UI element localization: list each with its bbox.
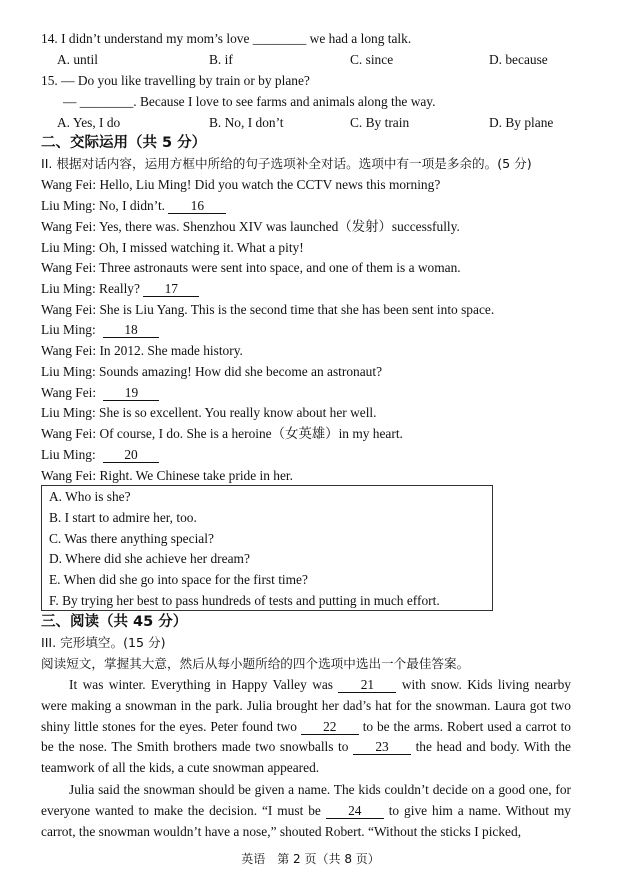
section-2-instruction: II. 根据对话内容，运用方框中所给的句子选项补全对话。选项中有一项是多余的。(5 分) [41,156,532,171]
question-14-stem: 14. I didn’t understand my mom’s love ________ we had a long talk. [41,31,412,46]
dialogue-line-6: Liu Ming: Really? 17 [41,281,199,297]
blank-18[interactable]: 18 [103,323,159,338]
q14-option-b: B. if [209,52,233,67]
blank-16[interactable]: 16 [168,199,226,214]
dialogue-line-4: Liu Ming: Oh, I missed watching it. What a pity! [41,240,304,255]
blank-19[interactable]: 19 [103,386,159,401]
q15-option-c: C. By train [350,115,410,130]
dialogue-line-15: Wang Fei: Right. We Chinese take pride in her. [41,468,293,483]
section-3-heading: 三、阅读（共 45 分） [41,614,188,630]
dialogue-line-11: Wang Fei: 19 [41,385,159,401]
dialogue-line-1: Wang Fei: Hello, Liu Ming! Did you watch the CCTV news this morning? [41,177,441,192]
section-2-heading: 二、交际运用（共 5 分） [41,135,207,151]
page-footer: 英语 第 2 页（共 8 页） [241,852,380,866]
question-15-answer-line: — ________. Because I love to see farms and animals along the way. [63,94,436,109]
dialogue-line-13: Wang Fei: Of course, I do. She is a heroine（女英雄）in my heart. [41,426,403,441]
blank-24[interactable]: 24 [326,804,384,819]
passage-paragraph-1: It was winter. Everything in Happy Valley was 21 with snow. Kids living nearby were making a snowman in the park. Julia brought her dad’s hat for the snowman. Laura got two shiny little stones for the eyes. Peter found two 22 to be the arms. Robert used a carrot to be the nose. The Smith brothers made two snowballs to 23 the head and body. With the teamwork of all the kids, a cute snowman appeared. [41,677,571,776]
dialogue-line-5: Wang Fei: Three astronauts were sent into space, and one of them is a woman. [41,260,461,275]
q14-option-c: C. since [350,52,394,67]
choice-a: A. Who is she? [49,489,131,504]
choices-box [41,485,493,611]
choice-e: E. When did she go into space for the first time? [49,572,308,587]
choice-c: C. Was there anything special? [49,531,214,546]
q14-option-a: A. until [57,52,98,67]
choice-f: F. By trying her best to pass hundreds of tests and putting in much effort. [49,593,440,608]
section-3-instruction: 阅读短文，掌握其大意，然后从每小题所给的四个选项中选出一个最佳答案。 [41,656,470,671]
passage-paragraph-2: Julia said the snowman should be given a name. The kids couldn’t decide on a good one, for everyone wanted to make the decision. “I must be 24 to give him a name. Without my carrot, the snowman wouldn’t have a nose,” shouted Robert. “Without the sticks I picked, [41,782,571,839]
choice-d: D. Where did she achieve her dream? [49,551,250,566]
dialogue-line-9: Wang Fei: In 2012. She made history. [41,343,243,358]
blank-23[interactable]: 23 [353,740,411,755]
blank-20[interactable]: 20 [103,448,159,463]
blank-22[interactable]: 22 [301,720,359,735]
dialogue-line-8: Liu Ming: 18 [41,322,159,338]
q15-option-a: A. Yes, I do [57,115,121,130]
dialogue-line-12: Liu Ming: She is so excellent. You really know about her well. [41,405,377,420]
dialogue-line-10: Liu Ming: Sounds amazing! How did she become an astronaut? [41,364,383,379]
dialogue-line-7: Wang Fei: She is Liu Yang. This is the second time that she has been sent into space. [41,302,495,317]
dialogue-line-14: Liu Ming: 20 [41,447,159,463]
dialogue-line-2: Liu Ming: No, I didn’t. 16 [41,198,226,214]
q15-option-b: B. No, I don’t [209,115,284,130]
blank-17[interactable]: 17 [143,282,199,297]
blank-21[interactable]: 21 [338,678,396,693]
choice-b: B. I start to admire her, too. [49,510,197,525]
question-15-stem: 15. — Do you like travelling by train or by plane? [41,73,310,88]
section-3-subheading: III. 完形填空。(15 分) [41,635,166,650]
dialogue-line-3: Wang Fei: Yes, there was. Shenzhou XIV was launched（发射）successfully. [41,219,460,234]
q15-option-d: D. By plane [489,115,554,130]
q14-option-d: D. because [489,52,548,67]
